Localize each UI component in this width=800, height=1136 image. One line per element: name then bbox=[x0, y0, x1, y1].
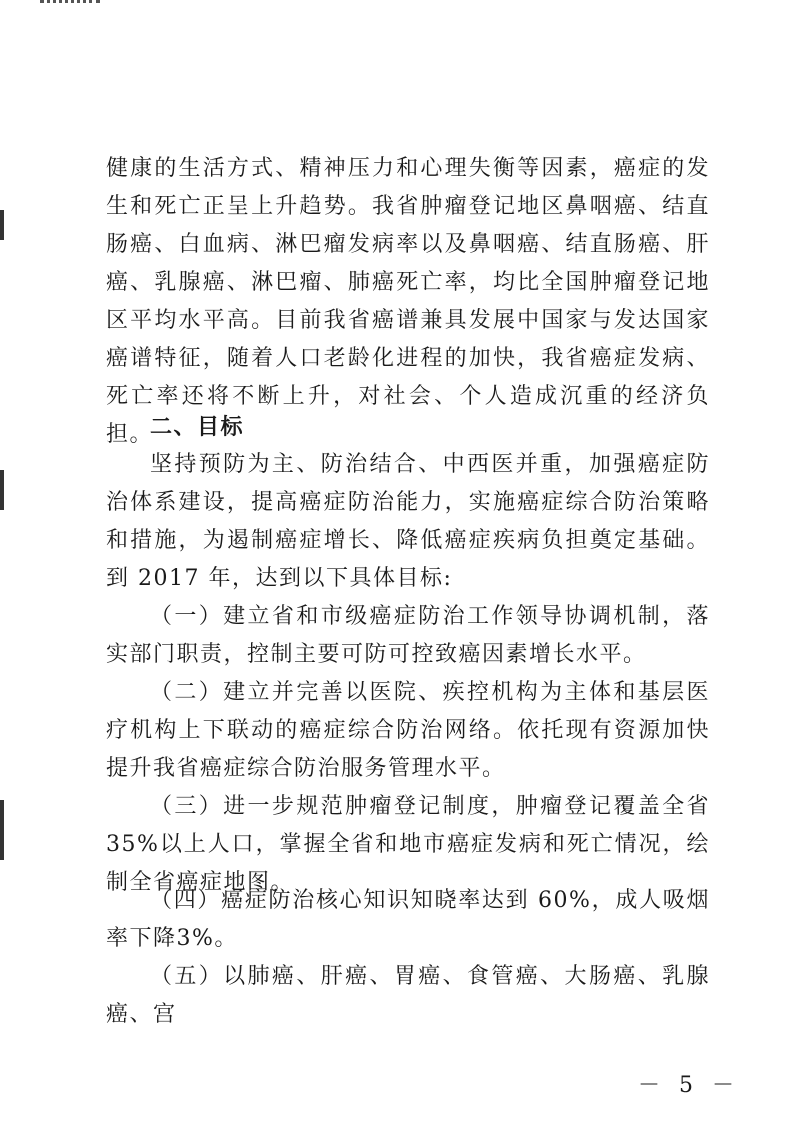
body-paragraph: 健康的生活方式、精神压力和心理失衡等因素，癌症的发生和死亡正呈上升趋势。我省肿瘤登记地区鼻咽癌、结直肠癌、白血病、淋巴瘤发病率以及鼻咽癌、结直肠癌、肝癌、乳腺癌、淋巴瘤、肺癌死亡率，均比全国肿瘤登记地区平均水平高。目前我省癌谱兼具发展中国家与发达国家癌谱特征，随着人口老龄化进程的加快，我省癌症发病、死亡率还将不断上升，对社会、个人造成沉重的经济负担。 bbox=[106, 156, 710, 447]
scan-artifact-top bbox=[40, 0, 100, 7]
body-paragraph: 坚持预防为主、防治结合、中西医并重，加强癌症防治体系建设，提高癌症防治能力，实施癌症综合防治策略和措施，为遏制癌症增长、降低癌症疾病负担奠定基础。到 2017 年，达到以下具体目标: bbox=[106, 452, 710, 591]
body-paragraph: （三）进一步规范肿瘤登记制度，肿瘤登记覆盖全省 35%以上人口，掌握全省和地市癌症发病和死亡情况，绘制全省癌症地图。 bbox=[106, 794, 710, 895]
scan-artifact-left bbox=[0, 470, 4, 510]
scan-artifact-left bbox=[0, 800, 4, 860]
body-paragraph: （一）建立省和市级癌症防治工作领导协调机制，落实部门职责，控制主要可防可控致癌因素增长水平。 bbox=[106, 604, 710, 667]
scan-artifact-left bbox=[0, 210, 4, 240]
body-paragraph: （五）以肺癌、肝癌、胃癌、食管癌、大肠癌、乳腺癌、宫 bbox=[106, 964, 710, 1027]
section-heading: 二、目标 bbox=[150, 414, 245, 440]
body-paragraph: （四）癌症防治核心知识知晓率达到 60%，成人吸烟率下降3%。 bbox=[106, 888, 710, 951]
page-number: － 5 － bbox=[638, 1073, 740, 1098]
body-paragraph: （二）建立并完善以医院、疾控机构为主体和基层医疗机构上下联动的癌症综合防治网络。依托现有资源加快提升我省癌症综合防治服务管理水平。 bbox=[106, 680, 710, 781]
